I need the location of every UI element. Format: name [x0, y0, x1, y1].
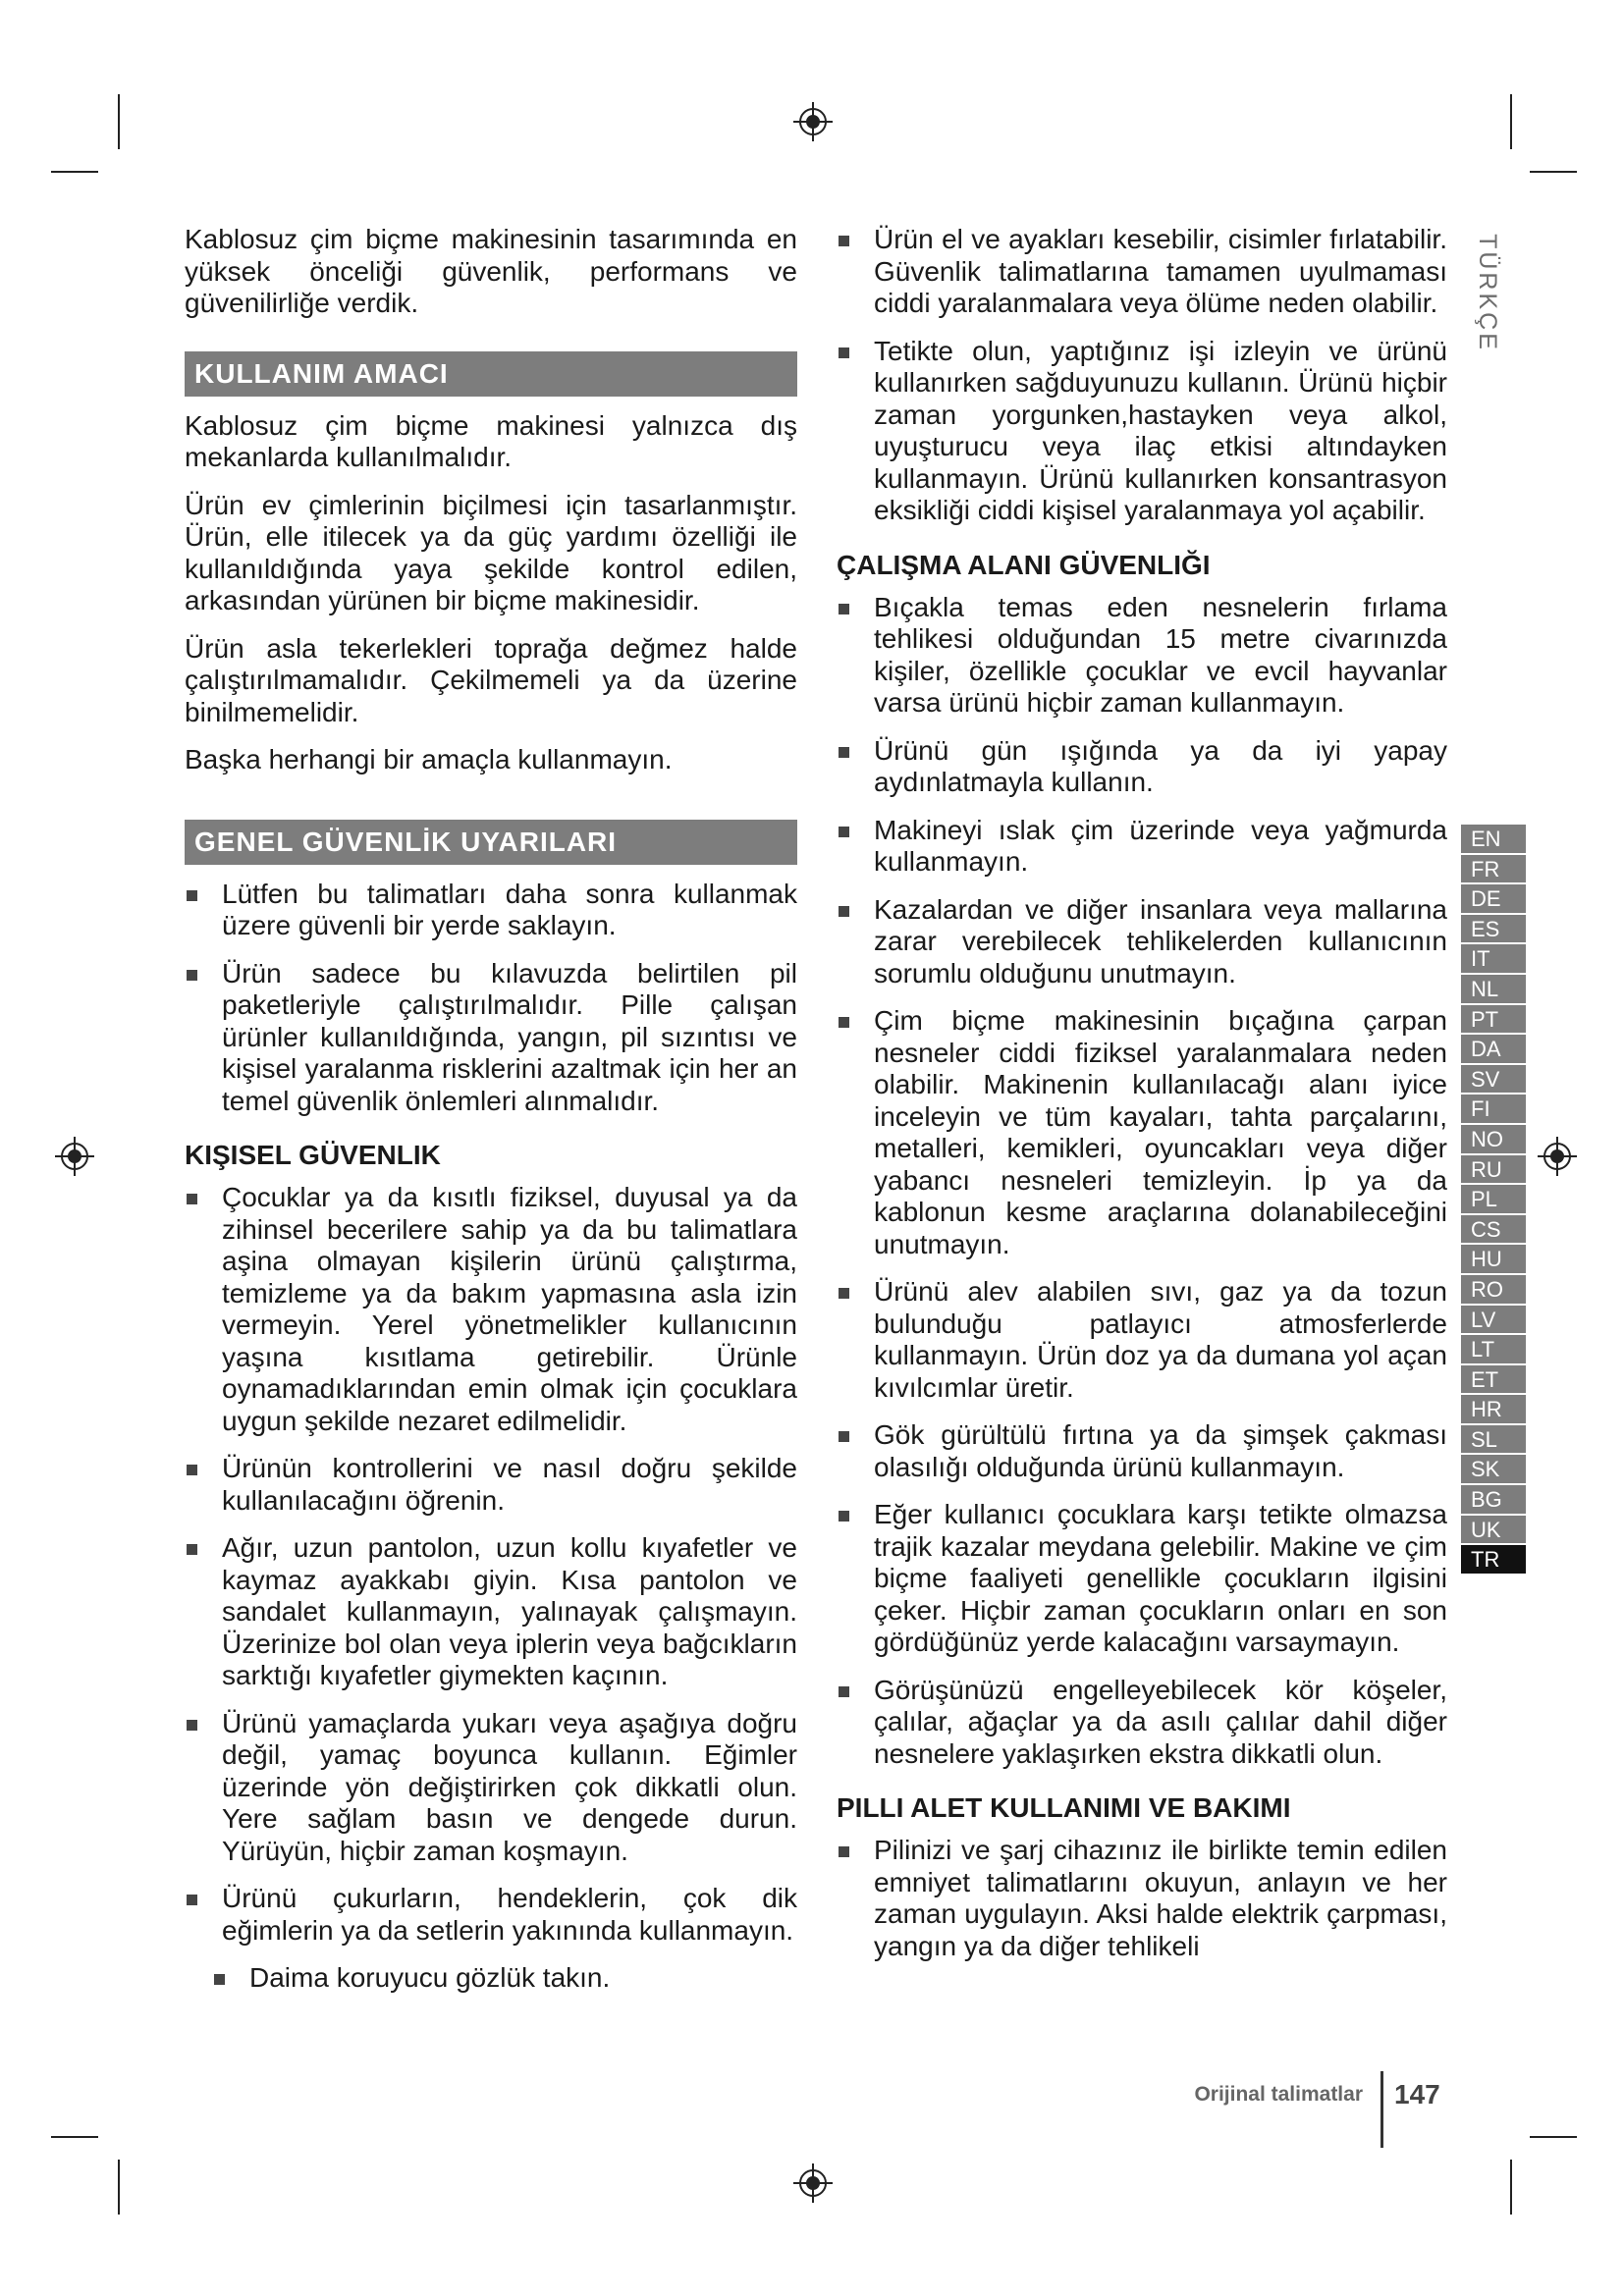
footer-label: Orijinal talimatlar — [1194, 2083, 1363, 2106]
language-tab-it: IT — [1461, 944, 1526, 975]
footer-divider — [1380, 2071, 1383, 2148]
left-column — [185, 224, 797, 2010]
registration-mark-icon — [1538, 1137, 1577, 1176]
language-tab-tr: TR — [1461, 1545, 1526, 1575]
list-item: Ürünü alev alabilen sıvı, gaz ya da tozun bulunduğu patlayıcı atmosferlerde kullanmayın. Ürün doz ya da dumana yol açan kıvılcımlar üretir. — [837, 1276, 1447, 1404]
list-item: Ürünün kontrollerini ve nasıl doğru şekilde kullanılacağını öğrenin. — [185, 1453, 797, 1517]
language-tab-nl: NL — [1461, 975, 1526, 1005]
language-tab-sk: SK — [1461, 1455, 1526, 1485]
list-item: Ürünü çukurların, hendeklerin, çok dik eğimlerin ya da setlerin yakınında kullanmayın. — [185, 1883, 797, 1947]
list-item: Tetikte olun, yaptığınız işi izleyin ve ürünü kullanırken sağduyunuzu kullanın. Ürünü hiçbir zaman yorgunken,hastayken veya alkol, uyuşturucu veya ilaç etkisi altındayken kullanmayın. Ürünü kullanırken konsantrasyon eksikliği ciddi kişisel yaralanmaya yol açabilir. — [837, 336, 1447, 527]
usage-paragraph: Kablosuz çim biçme makinesi yalnızca dış mekanlarda kullanılmalıdır. — [185, 409, 797, 472]
personal-safety-list — [185, 1182, 797, 1995]
language-tab-strip — [1461, 825, 1526, 1575]
crop-mark — [1510, 2160, 1512, 2215]
crop-mark — [1530, 2136, 1577, 2138]
list-item: Görüşünüzü engelleyebilecek kör köşeler, çalılar, ağaçlar ya da asılı çalılar dahil diğer nesnelere yaklaşırken ekstra dikkatli olun. — [837, 1675, 1447, 1771]
language-tab-fi: FI — [1461, 1095, 1526, 1125]
section-heading-general-safety: GENEL GÜVENLİK UYARILARI — [185, 820, 797, 865]
intro-paragraph: Kablosuz çim biçme makinesinin tasarımında en yüksek önceliği güvenlik, performans ve güvenilirliğe verdik. — [185, 224, 797, 318]
language-tab-ru: RU — [1461, 1155, 1526, 1186]
language-tab-pt: PT — [1461, 1005, 1526, 1036]
side-language-text: TÜRKÇE — [1473, 233, 1501, 352]
usage-paragraph: Başka herhangi bir amaçla kullanmayın. — [185, 744, 673, 774]
language-tab-ro: RO — [1461, 1275, 1526, 1306]
usage-paragraph: Ürün ev çimlerinin biçilmesi için tasarlanmıştır. Ürün, elle itilecek ya da güç yardımı özelliği ile kullanıldığında yaya şekilde kontrol edilen, arkasından yürünen bir biçme makinesidir. — [185, 489, 797, 615]
language-tab-sl: SL — [1461, 1425, 1526, 1456]
side-language-label — [1467, 228, 1506, 357]
language-tab-da: DA — [1461, 1035, 1526, 1065]
right-column — [837, 224, 1447, 1978]
language-tab-fr: FR — [1461, 855, 1526, 885]
section-heading-personal-safety: KIŞISEL GÜVENLIK — [185, 1140, 441, 1170]
general-safety-list — [185, 879, 797, 1118]
list-item: Makineyi ıslak çim üzerinde veya yağmurda kullanmayın. — [837, 815, 1447, 879]
language-tab-cs: CS — [1461, 1215, 1526, 1246]
list-item: Ağır, uzun pantolon, uzun kollu kıyafetler ve kaymaz ayakkabı giyin. Kısa pantolon ve sandalet kullanmayın, yalınayak çalışmayın. Üzerinize bol olan veya iplerin veya bağcıkların sarktığı kıyafetler giymekten kaçının. — [185, 1532, 797, 1692]
list-item: Ürün sadece bu kılavuzda belirtilen pil paketleriyle çalıştırılmalıdır. Pille çalışan ürünler kullanıldığında, yangın, pil sızıntısı ve kişisel yaralanma risklerini azaltmak için her an temel güvenlik önlemleri alınmalıdır. — [185, 958, 797, 1118]
crop-mark — [118, 94, 120, 149]
crop-mark — [51, 171, 98, 173]
language-tab-uk: UK — [1461, 1516, 1526, 1546]
language-tab-hr: HR — [1461, 1395, 1526, 1425]
language-tab-lv: LV — [1461, 1306, 1526, 1336]
registration-mark-icon — [55, 1137, 94, 1176]
crop-mark — [1510, 94, 1512, 149]
list-item: Kazalardan ve diğer insanlara veya mallarına zarar verebilecek tehlikelerden kullanıcının sorumlu olduğunu unutmayın. — [837, 894, 1447, 990]
crop-mark — [118, 2160, 120, 2215]
work-area-list — [837, 592, 1447, 1771]
language-tab-no: NO — [1461, 1125, 1526, 1155]
registration-mark-icon — [793, 102, 833, 141]
battery-tool-list — [837, 1835, 1447, 1962]
usage-paragraph: Ürün asla tekerlekleri toprağa değmez halde çalıştırılmamalıdır. Çekilmemeli ya da üzerine binilmemelidir. — [185, 632, 797, 727]
page-number: 147 — [1394, 2079, 1440, 2109]
section-heading-usage: KULLANIM AMACI — [185, 351, 797, 397]
language-tab-hu: HU — [1461, 1245, 1526, 1275]
language-tab-et: ET — [1461, 1365, 1526, 1396]
section-heading-work-area: ÇALIŞMA ALANI GÜVENLIĞI — [837, 549, 1211, 580]
language-tab-lt: LT — [1461, 1335, 1526, 1365]
top-safety-list — [837, 224, 1447, 527]
language-tab-sv: SV — [1461, 1065, 1526, 1095]
list-item: Ürün el ve ayakları kesebilir, cisimler fırlatabilir. Güvenlik talimatlarına tamamen uyulmaması ciddi yaralanmalara veya ölüme neden olabilir. — [837, 224, 1447, 320]
language-tab-bg: BG — [1461, 1485, 1526, 1516]
language-tab-es: ES — [1461, 915, 1526, 945]
list-item: Çocuklar ya da kısıtlı fiziksel, duyusal ya da zihinsel becerilere sahip ya da bu talimatlara aşina olmayan kişilerin ürünü çalıştırma, temizleme ya da bakım yapmasına asla izin vermeyin. Yerel yönetmelikler kullanıcının yaşına kısıtlama getirebilir. Ürünle oynamadıklarından emin olmak için çocuklara uygun şekilde nezaret edilmelidir. — [185, 1182, 797, 1437]
language-tab-de: DE — [1461, 884, 1526, 915]
list-item: Ürünü yamaçlarda yukarı veya aşağıya doğru değil, yamaç boyunca kullanın. Eğimler üzerinde yön değiştirirken çok dikkatli olun. Yere sağlam basın ve dengede durun. Yürüyün, hiçbir zaman koşmayın. — [185, 1708, 797, 1868]
section-heading-battery-tool: PILLI ALET KULLANIMI VE BAKIMI — [837, 1792, 1291, 1823]
list-item: Bıçakla temas eden nesnelerin fırlama tehlikesi olduğundan 15 metre civarınızda kişiler, özellikle çocuklar ve evcil hayvanlar varsa ürünü hiçbir zaman kullanmayın. — [837, 592, 1447, 720]
list-item: Lütfen bu talimatları daha sonra kullanmak üzere güvenli bir yerde saklayın. — [185, 879, 797, 942]
language-tab-en: EN — [1461, 825, 1526, 855]
list-item-indented: Daima koruyucu gözlük takın. — [212, 1962, 797, 1995]
list-item: Eğer kullanıcı çocuklara karşı tetikte olmazsa trajik kazalar meydana gelebilir. Makine ve çim biçme faaliyeti genellikle çocukların ilgisini çeker. Hiçbir zaman çocukların onları en son gördüğünüz yerde kalacağını varsaymayın. — [837, 1499, 1447, 1659]
language-tab-pl: PL — [1461, 1185, 1526, 1215]
list-item: Gök gürültülü fırtına ya da şimşek çakması olasılığı olduğunda ürünü kullanmayın. — [837, 1419, 1447, 1483]
list-item: Ürünü gün ışığında ya da iyi yapay aydınlatmayla kullanın. — [837, 735, 1447, 799]
crop-mark — [1530, 171, 1577, 173]
crop-mark — [51, 2136, 98, 2138]
registration-mark-icon — [793, 2163, 833, 2203]
list-item: Pilinizi ve şarj cihazınız ile birlikte temin edilen emniyet talimatlarını okuyun, anlayın ve her zaman uygulayın. Aksi halde elektrik çarpması, yangın ya da diğer tehlikeli — [837, 1835, 1447, 1962]
list-item: Çim biçme makinesinin bıçağına çarpan nesneler ciddi fiziksel yaralanmalara neden olabilir. Makinenin kullanılacağı alanı iyice inceleyin ve tüm kayaları, tahta parçalarını, metalleri, kemikleri, oyuncakları veya diğer yabancı nesneleri temizleyin. İp ya da kablonun kesme araçlarına dolanabileceğini unutmayın. — [837, 1005, 1447, 1260]
